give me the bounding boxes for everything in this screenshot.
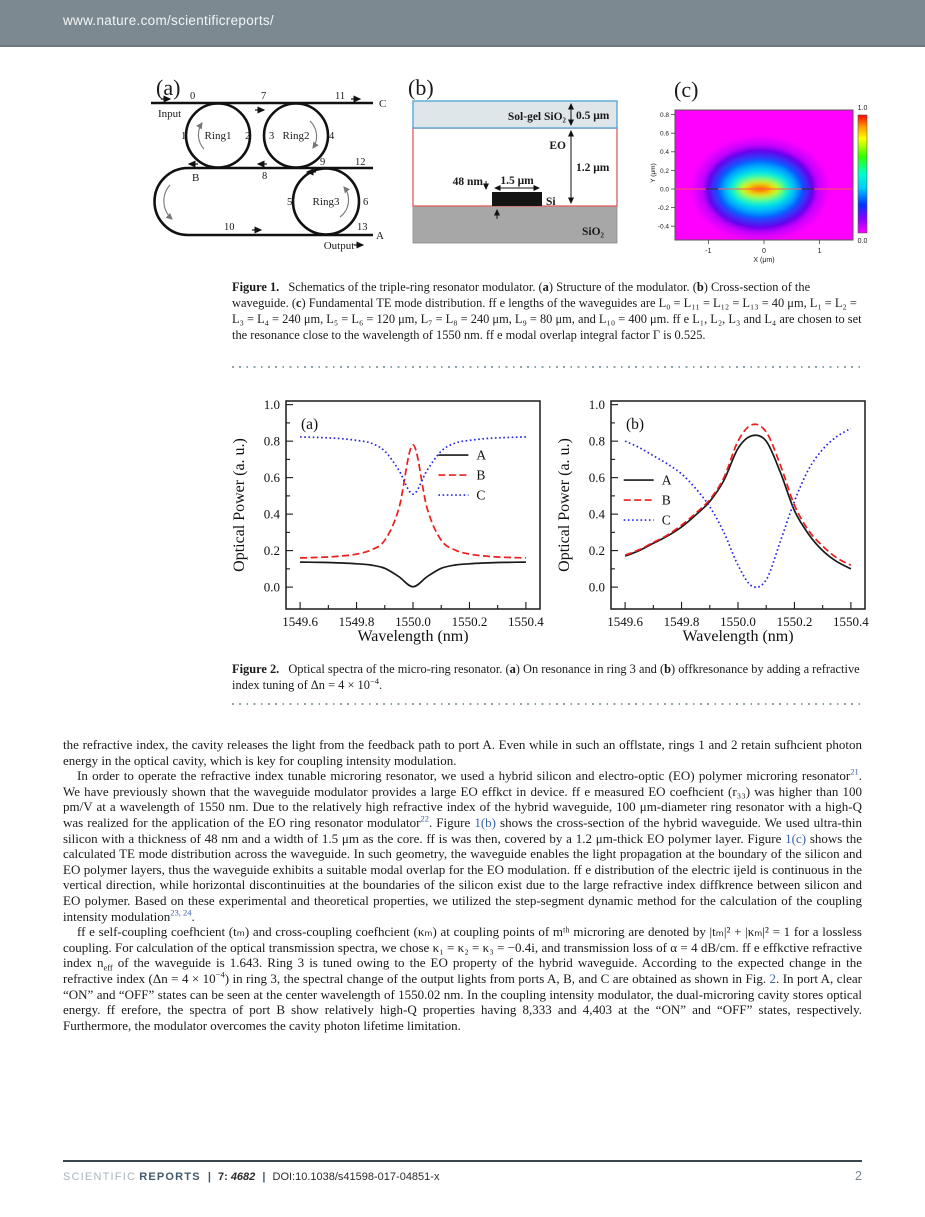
- header-url: www.nature.com/scientificreports/: [63, 13, 274, 28]
- ytick: 0.8: [659, 112, 669, 119]
- svg-text:1.0: 1.0: [588, 397, 605, 413]
- segment-1: 1: [181, 131, 187, 142]
- dim-15um: 1.5 μm: [500, 175, 534, 187]
- svg-text:1550.2: 1550.2: [776, 614, 813, 629]
- svg-text:1549.8: 1549.8: [663, 614, 700, 629]
- svg-text:0.2: 0.2: [588, 543, 605, 559]
- segment-12: 12: [355, 157, 366, 168]
- yaxis-label: Y (μm): [650, 163, 657, 183]
- panel-label-b: (b): [408, 75, 434, 100]
- solgel-label: Sol-gel SiO₂: [507, 111, 566, 123]
- paragraph-1: the refractive index, the cavity releases the light from the feedback path to port A. Even while in such an offlstate, rings 1 and 2 retain sufhcient photon energy in the optical cavity, which is key for coupling intensity modulation.: [63, 737, 862, 768]
- svg-text:1.0: 1.0: [263, 397, 280, 413]
- ytick: 0.4: [659, 149, 669, 157]
- bus-waveguides: [151, 103, 373, 235]
- xtick: 0: [762, 248, 766, 255]
- article-number: 4682: [230, 1171, 256, 1183]
- figure1-caption: Figure 1. Schematics of the triple-ring resonator modulator. (a) Structure of the modulator. (b) Cross-section of the waveguide. (c) Fundamental TE mode distribution. ff e lengths of the waveguides are L₀ = L₁₁ = L₁₂ = L₁₃ = 40 μm, L₁ = L₂ = L₃ = L₄ = 240 μm, L₅ = L₆ = 120 μm, L₇ = L₈ = 240 μm, L₉ = 80 μm, and L₁₀ = 400 μm. ff e L₁, L₂, L₃ and L₄ are chosen to set the resonance close to the wavelength of 1550 nm. ff e modal overlap integral factor Γ is 0.525.: [232, 280, 862, 342]
- journal-name-reports: REPORTS: [139, 1171, 201, 1183]
- figure2-panel-a-chart: [230, 393, 552, 649]
- figure1-caption-label: Figure 1.: [232, 280, 280, 294]
- svg-text:0.0: 0.0: [263, 579, 280, 595]
- svg-text:0.8: 0.8: [263, 433, 280, 449]
- svg-text:1550.4: 1550.4: [508, 614, 544, 629]
- colorbar-max: 1.0: [857, 105, 868, 112]
- xaxis-label: X (μm): [753, 257, 775, 264]
- header-bar: [0, 0, 925, 47]
- figure2-caption-label: Figure 2.: [232, 662, 280, 676]
- svg-text:0.2: 0.2: [263, 543, 280, 559]
- svg-text:(b): (b): [626, 416, 645, 433]
- svg-text:0.6: 0.6: [588, 470, 605, 486]
- port-c-label: C: [379, 98, 387, 110]
- segment-2: 2: [245, 131, 251, 142]
- svg-text:B: B: [661, 492, 671, 508]
- dotted-separator: [232, 703, 861, 705]
- si-label: Si: [546, 196, 556, 208]
- paragraph-3: ff e self-coupling coefhcient (tₘ) and cross-coupling coefhcient (κₘ) at coupling points of mᵗʰ microring are denoted by |tₘ|² + |κₘ|² = 1 for a lossless coupling. For calculation of the optical transmission spectra, we chose κ₁ = κ₂ = κ₃ = −0.4i, and transmission loss of α = 4 dB/cm. ff e effkctive refractive index $n_{eff}$ of the waveguide is 1.643. Ring 3 is tuned owing to the EO property of the hybrid waveguide. According to the expected change in the refractive index $(\Delta n = 4 \times 10^{-4})$ in ring 3, the spectral change of the output lights from ports A, B, and C are obtained as shown in Fig. 2. In port A, clear “ON” and “OFF” states can be seen at the center wavelength of 1550.02 nm. In the coupling intensity modulator, the dual-microring cavity stores optical energy. ff erefore, the spectra of port B show relatively high-Q properties having 8,333 and 4,403 at the “ON” and “OFF” states, respectively. Furthermore, the modulator overcomes the cavity photon lifetime limitation.: [63, 924, 862, 1033]
- ring1-circulation-arrow: [198, 123, 204, 149]
- mode-heatmap: [675, 110, 853, 240]
- svg-text:Wavelength (nm): Wavelength (nm): [682, 628, 794, 645]
- port-b-label: B: [192, 172, 200, 184]
- journal-name-scientific: SCIENTIFIC: [63, 1171, 137, 1183]
- segment-5: 5: [287, 197, 293, 208]
- figure1-panel-b-crosssection: [400, 73, 640, 263]
- loop-circulation-arrow: [164, 185, 172, 219]
- ytick: -0.4: [657, 223, 669, 231]
- svg-text:0.8: 0.8: [588, 433, 605, 449]
- eo-label: EO: [549, 140, 566, 152]
- ref-link-23-24[interactable]: 23, 24: [170, 907, 192, 918]
- ytick: -0.2: [657, 205, 669, 212]
- panel-label-c: (c): [674, 77, 699, 102]
- ref-link-21[interactable]: 21: [850, 766, 859, 777]
- svg-text:0.0: 0.0: [588, 579, 605, 595]
- colorbar-min: 0.0: [857, 238, 868, 245]
- footer-rule: [63, 1160, 862, 1162]
- svg-text:Optical Power (a. u.): Optical Power (a. u.): [556, 438, 573, 572]
- silicon-core: [492, 192, 542, 206]
- ring1-label: Ring1: [204, 130, 232, 142]
- svg-text:1550.0: 1550.0: [395, 614, 431, 629]
- input-label: Input: [158, 108, 182, 120]
- segment-9: 9: [320, 157, 326, 168]
- svg-text:A: A: [476, 447, 487, 463]
- segment-8: 8: [262, 171, 268, 182]
- segment-6: 6: [363, 197, 369, 208]
- svg-text:0.4: 0.4: [263, 506, 280, 522]
- svg-text:C: C: [661, 512, 671, 528]
- svg-text:1550.4: 1550.4: [833, 614, 869, 629]
- feedback-loop: [155, 168, 188, 235]
- panel-label-a: (a): [156, 75, 181, 100]
- xtick: -1: [705, 248, 712, 255]
- ytick: 0.2: [659, 167, 669, 175]
- port-labels: [158, 98, 386, 252]
- svg-text:1549.6: 1549.6: [282, 614, 318, 629]
- xtick: 1: [817, 248, 822, 255]
- dotted-separator: [232, 366, 861, 368]
- ring3-circulation-arrow: [340, 187, 349, 217]
- segment-3: 3: [269, 131, 275, 142]
- paragraph-2: In order to operate the refractive index tunable microring resonator, we used a hybrid silicon and electro-optic (EO) polymer microring resonator$^{21}$. We have previously shown that the waveguide modulator provides a large EO effkct in device. ff e measured EO coefhcient (r₃₃) was higher than 100 pm/V at a wavelength of 1550 nm. Due to the relatively high refractive index of the hybrid waveguide, 100 μm-diameter ring resonator with a high-Q was realized for the application of the EO ring resonator modulator$^{22}$. Figure 1(b) shows the cross-section of the hybrid waveguide. We used ultra-thin silicon with a thickness of 48 nm and a width of 1.5 μm as the core. ff is was then, covered by a 1.2 μm-thick EO polymer layer. Figure 1(c) shows the calculated TE mode distribution across the waveguide. In such geometry, the waveguide enables the light propagation at the boundary of the silicon and EO polymer layers, thus the waveguide exhibits a suitable modal overlap for the EO modulation. ff e distribution of the electric ijeld is continuous in the vertical direction, while horizontal discontinuities at the boundaries of the silicon exist due to the large refractive index diffkrence between silicon and EO polymer. Based on these experimental and theoretical properties, we utilized the step-segment dynamic method for the calculation of the coupling intensity modulation$^{23, 24}$.: [63, 766, 863, 924]
- page-number: 2: [855, 1169, 862, 1183]
- ytick: 0.0: [659, 186, 669, 194]
- port-a-label: A: [376, 230, 384, 242]
- sio2-label: SiO₂: [582, 226, 604, 238]
- ring2-label: Ring2: [282, 130, 310, 142]
- output-label: Output: [323, 240, 355, 252]
- doi-text: DOI:10.1038/s41598-017-04851-x: [272, 1171, 440, 1183]
- colorbar: [858, 105, 868, 245]
- figure1-panel-c-modeplot: [648, 73, 875, 263]
- segment-11: 11: [335, 91, 346, 102]
- svg-text:0.6: 0.6: [263, 470, 280, 486]
- svg-text:1549.6: 1549.6: [607, 614, 643, 629]
- svg-text:(a): (a): [301, 416, 319, 433]
- body-text: [63, 737, 862, 1033]
- footer: [63, 1169, 862, 1183]
- ring2-circulation-arrow: [310, 121, 317, 148]
- svg-text:A: A: [661, 472, 672, 488]
- dim-12um: 1.2 μm: [576, 162, 610, 174]
- figure-link-1c[interactable]: 1(c): [785, 830, 807, 846]
- dim-48nm: 48 nm: [452, 176, 483, 188]
- svg-text:0.4: 0.4: [588, 506, 605, 522]
- figure1-panel-a-schematic: [148, 73, 396, 263]
- segment-0: 0: [190, 91, 196, 102]
- figure-link-1b[interactable]: 1(b): [474, 814, 496, 830]
- segment-13: 13: [357, 222, 368, 233]
- svg-text:C: C: [476, 487, 486, 503]
- svg-text:Wavelength (nm): Wavelength (nm): [357, 628, 469, 645]
- dim-05um: 0.5 μm: [576, 110, 610, 122]
- figure2-panel-b-chart: [555, 393, 877, 649]
- ref-link-22[interactable]: 22: [420, 813, 429, 824]
- svg-text:1550.2: 1550.2: [451, 614, 488, 629]
- svg-text:1550.0: 1550.0: [720, 614, 756, 629]
- footer-citation: SCIENTIFIC REPORTS | 7: 4682 | DOI:10.1038/s41598-017-04851-x: [63, 1171, 440, 1183]
- svg-text:Optical Power (a. u.): Optical Power (a. u.): [231, 438, 248, 572]
- ring3-label: Ring3: [312, 196, 340, 208]
- svg-text:B: B: [476, 467, 486, 483]
- ytick: 0.6: [659, 130, 669, 138]
- segment-7: 7: [261, 91, 267, 102]
- volume-number: 7:: [217, 1171, 231, 1183]
- segment-10: 10: [224, 222, 235, 233]
- segment-4: 4: [329, 131, 335, 142]
- figure2-caption: Figure 2. Optical spectra of the micro-ring resonator. (a) On resonance in ring 3 and (b) offkresonance by adding a refractive index tuning of $\Delta n = 4 \times 10^{-4}$.: [232, 662, 860, 692]
- figure-link-2[interactable]: 2: [769, 970, 777, 986]
- svg-text:1549.8: 1549.8: [338, 614, 375, 629]
